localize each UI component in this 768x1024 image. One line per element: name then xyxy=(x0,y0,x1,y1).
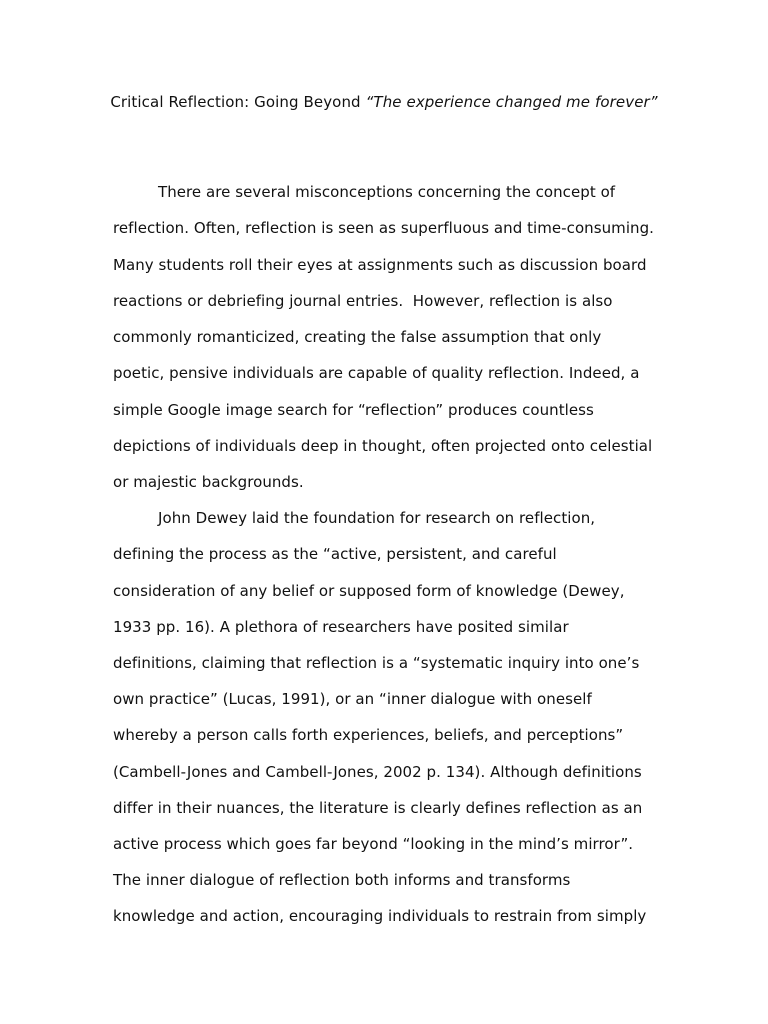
paragraph-2-line-3: consideration of any belief or supposed form of knowledge (Dewey, xyxy=(113,582,625,600)
paragraph-1-line-8: depictions of individuals deep in thought, often projected onto celestial xyxy=(113,437,653,455)
paragraph-1-line-9: or majestic backgrounds. xyxy=(113,473,304,491)
paragraph-2-line-5: definitions, claiming that reflection is a “systematic inquiry into one’s xyxy=(113,654,640,672)
paragraph-1-line-7: simple Google image search for “reflection” produces countless xyxy=(113,401,594,419)
document-title xyxy=(100,93,668,111)
title-italic-quote: “The experience changed me forever” xyxy=(365,93,658,111)
paragraph-1-line-2: reflection. Often, reflection is seen as superfluous and time-consuming. xyxy=(113,219,654,237)
paragraph-2-line-12: knowledge and action, encouraging individuals to restrain from simply xyxy=(113,907,647,925)
paragraph-2-line-9: differ in their nuances, the literature is clearly defines reflection as an xyxy=(113,799,643,817)
paragraph-1-line-5: commonly romanticized, creating the false assumption that only xyxy=(113,328,602,346)
paragraph-2-line-7: whereby a person calls forth experiences, beliefs, and perceptions” xyxy=(113,726,624,744)
paragraph-2-line-8: (Cambell-Jones and Cambell-Jones, 2002 p. 134). Although definitions xyxy=(113,763,642,781)
paragraph-2-line-2: defining the process as the “active, persistent, and careful xyxy=(113,545,557,563)
title-plain: Critical Reflection: Going Beyond xyxy=(110,93,366,111)
paragraph-1-line-4: reactions or debriefing journal entries. However, reflection is also xyxy=(113,292,613,310)
paragraph-2-line-10: active process which goes far beyond “looking in the mind’s mirror”. xyxy=(113,835,634,853)
paragraph-1-line-6: poetic, pensive individuals are capable of quality reflection. Indeed, a xyxy=(113,364,640,382)
paragraph-2-line-4: 1933 pp. 16). A plethora of researchers have posited similar xyxy=(113,618,569,636)
paragraph-1-line-3: Many students roll their eyes at assignments such as discussion board xyxy=(113,256,647,274)
paragraph-1-line-1: There are several misconceptions concerning the concept of xyxy=(158,183,616,201)
paragraph-2-line-6: own practice” (Lucas, 1991), or an “inner dialogue with oneself xyxy=(113,690,592,708)
paragraph-2-line-1: John Dewey laid the foundation for research on reflection, xyxy=(158,509,596,527)
paragraph-2-line-11: The inner dialogue of reflection both informs and transforms xyxy=(113,871,571,889)
